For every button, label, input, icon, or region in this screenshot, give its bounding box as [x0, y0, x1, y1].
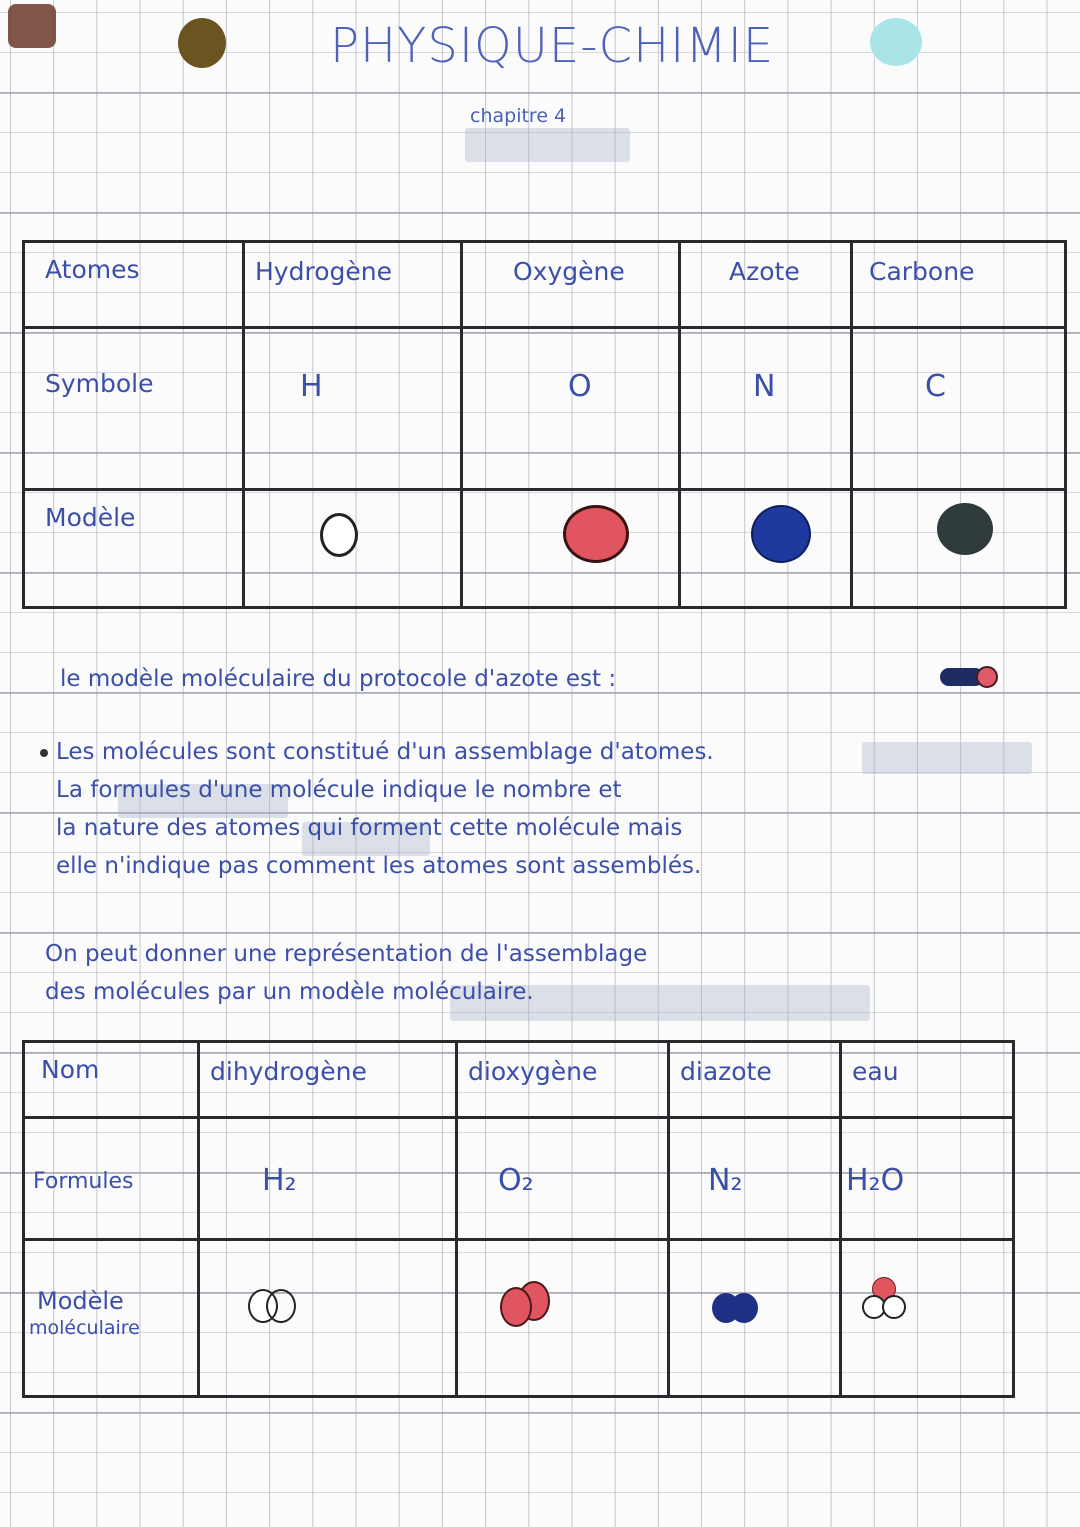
molecule-model-h2 — [199, 1240, 457, 1397]
olive-sticker-icon — [178, 18, 226, 68]
atom-name-oxygen: Oxygène — [462, 242, 680, 328]
row-header-formules: Formules — [24, 1118, 199, 1240]
oxygen-atom-icon — [563, 505, 629, 563]
molecule-formula-o2: O₂ — [457, 1118, 669, 1240]
page-title: PHYSIQUE-CHIMIE — [330, 18, 775, 74]
atom-symbol-o: O — [462, 328, 680, 490]
atom-name-nitrogen: Azote — [680, 242, 852, 328]
atom-model-oxygen — [462, 490, 680, 608]
row-header-modele: Modèle — [24, 490, 244, 608]
atom-model-nitrogen — [680, 490, 852, 608]
molecule-model-o2 — [457, 1240, 669, 1397]
atom-name-hydrogen: Hydrogène — [244, 242, 462, 328]
molecule-name-dihydrogen: dihydrogène — [199, 1042, 457, 1118]
row-header-nom: Nom — [24, 1042, 199, 1118]
hydrogen-atom-icon — [320, 513, 358, 557]
molecule-name-water: eau — [841, 1042, 1014, 1118]
atom-symbol-n: N — [680, 328, 852, 490]
atom-symbol-h: H — [244, 328, 462, 490]
nitrogen-atom-icon — [751, 505, 811, 563]
representation-paragraph: On peut donner une représentation de l'assemblage des molécules par un modèle moléculaire. — [45, 941, 648, 1005]
molecule-formula-h2: H₂ — [199, 1118, 457, 1240]
row-header-symbole: Symbole — [24, 328, 244, 490]
nitrogen-oxide-model-icon — [940, 666, 1000, 688]
bullet-paragraph: Les molécules sont constitué d'un assemblage d'atomes. La formules d'une molécule indique le nombre et la nature des atomes qui forment cette molécule mais elle n'indique pas comment les atomes sont assemblés. — [40, 733, 714, 885]
chapter-subtitle: chapitre 4 — [470, 105, 567, 127]
atom-name-carbon: Carbone — [852, 242, 1066, 328]
molecule-name-dinitrogen: diazote — [669, 1042, 841, 1118]
row-header-atomes: Atomes — [24, 242, 244, 328]
atoms-table — [22, 240, 1067, 609]
atom-model-carbon — [852, 490, 1066, 608]
molecule-model-n2 — [669, 1240, 841, 1397]
bullet-icon — [40, 749, 48, 757]
molecule-name-dioxygen: dioxygène — [457, 1042, 669, 1118]
molecule-model-h2o — [841, 1240, 1014, 1397]
nitrogen-oxide-sentence: le modèle moléculaire du protocole d'azote est : — [60, 666, 617, 692]
brown-sticker-icon — [8, 4, 56, 48]
carbon-atom-icon — [937, 503, 993, 555]
row-header-modele-moleculaire: Modèle moléculaire — [24, 1240, 199, 1397]
highlight-atomes — [862, 742, 1032, 774]
molecules-table — [22, 1040, 1015, 1398]
turquoise-sticker-icon — [870, 18, 922, 66]
atom-symbol-c: C — [852, 328, 1066, 490]
atom-model-hydrogen — [244, 490, 462, 608]
subtitle-highlight — [465, 128, 630, 162]
molecule-formula-h2o: H₂O — [841, 1118, 1014, 1240]
molecule-formula-n2: N₂ — [669, 1118, 841, 1240]
